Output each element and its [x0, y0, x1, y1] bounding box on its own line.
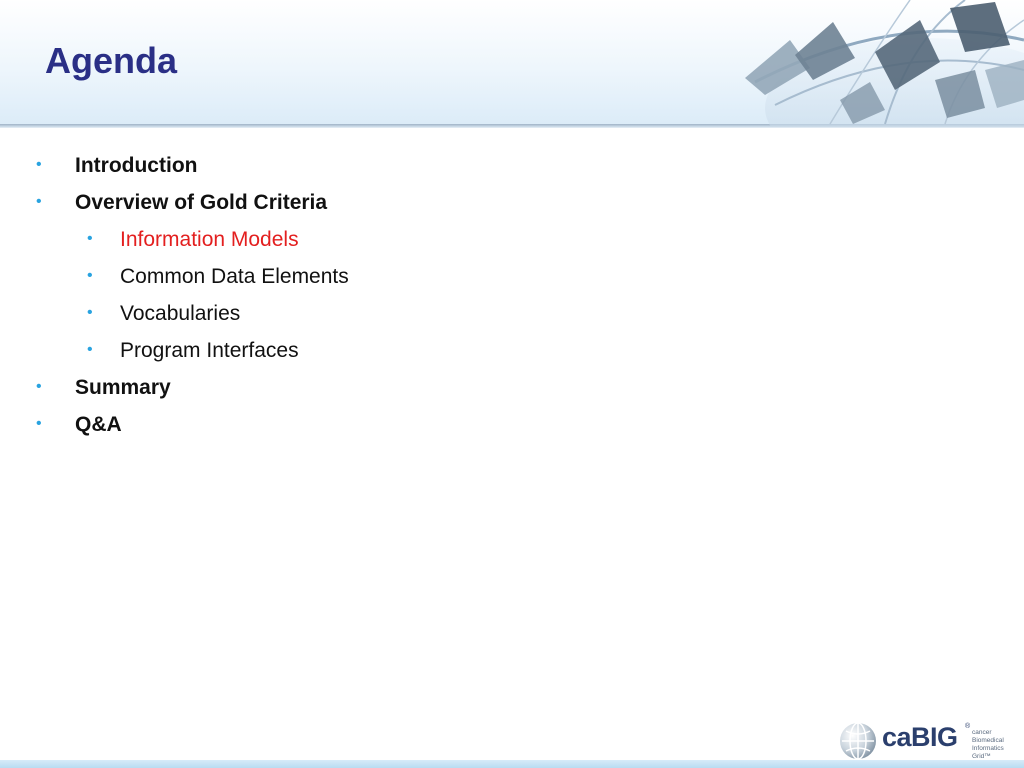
- agenda-item-label: Q&A: [75, 413, 122, 436]
- agenda-item-label: Program Interfaces: [120, 339, 299, 362]
- agenda-subitem-information-models: [87, 228, 299, 252]
- agenda-item-label: Vocabularies: [120, 302, 241, 325]
- bullet-icon: •: [36, 378, 42, 395]
- agenda-item-label: Summary: [75, 376, 171, 399]
- agenda-item-qa: [36, 413, 122, 437]
- slide-title: Agenda: [45, 40, 178, 81]
- agenda-item-label: Introduction: [75, 154, 198, 177]
- agenda-item-label: Overview of Gold Criteria: [75, 191, 328, 214]
- globe-graphic-icon: [735, 0, 1024, 126]
- agenda-item-summary: [36, 376, 171, 400]
- agenda-item-label: Information Models: [120, 228, 299, 251]
- logo-wordmark: caBIG: [882, 722, 958, 752]
- bullet-icon: •: [87, 230, 93, 247]
- cabig-globe-icon: [838, 721, 878, 761]
- agenda-item-overview: [36, 191, 328, 215]
- logo-tagline: cancer Biomedical Informatics Grid™: [972, 729, 1004, 760]
- agenda-subitem-program-interfaces: [87, 339, 299, 363]
- agenda-subitem-common-data-elements: [87, 265, 349, 289]
- bullet-icon: •: [87, 267, 93, 284]
- cabig-logo: [838, 718, 1024, 764]
- agenda-item-label: Common Data Elements: [120, 265, 349, 288]
- bullet-icon: •: [36, 193, 42, 210]
- bullet-icon: •: [36, 156, 42, 173]
- agenda-subitem-vocabularies: [87, 302, 241, 326]
- bullet-icon: •: [87, 341, 93, 358]
- bullet-icon: •: [87, 304, 93, 321]
- logo-registered-mark: ®: [965, 723, 971, 730]
- bullet-icon: •: [36, 415, 42, 432]
- agenda-item-introduction: [36, 154, 198, 178]
